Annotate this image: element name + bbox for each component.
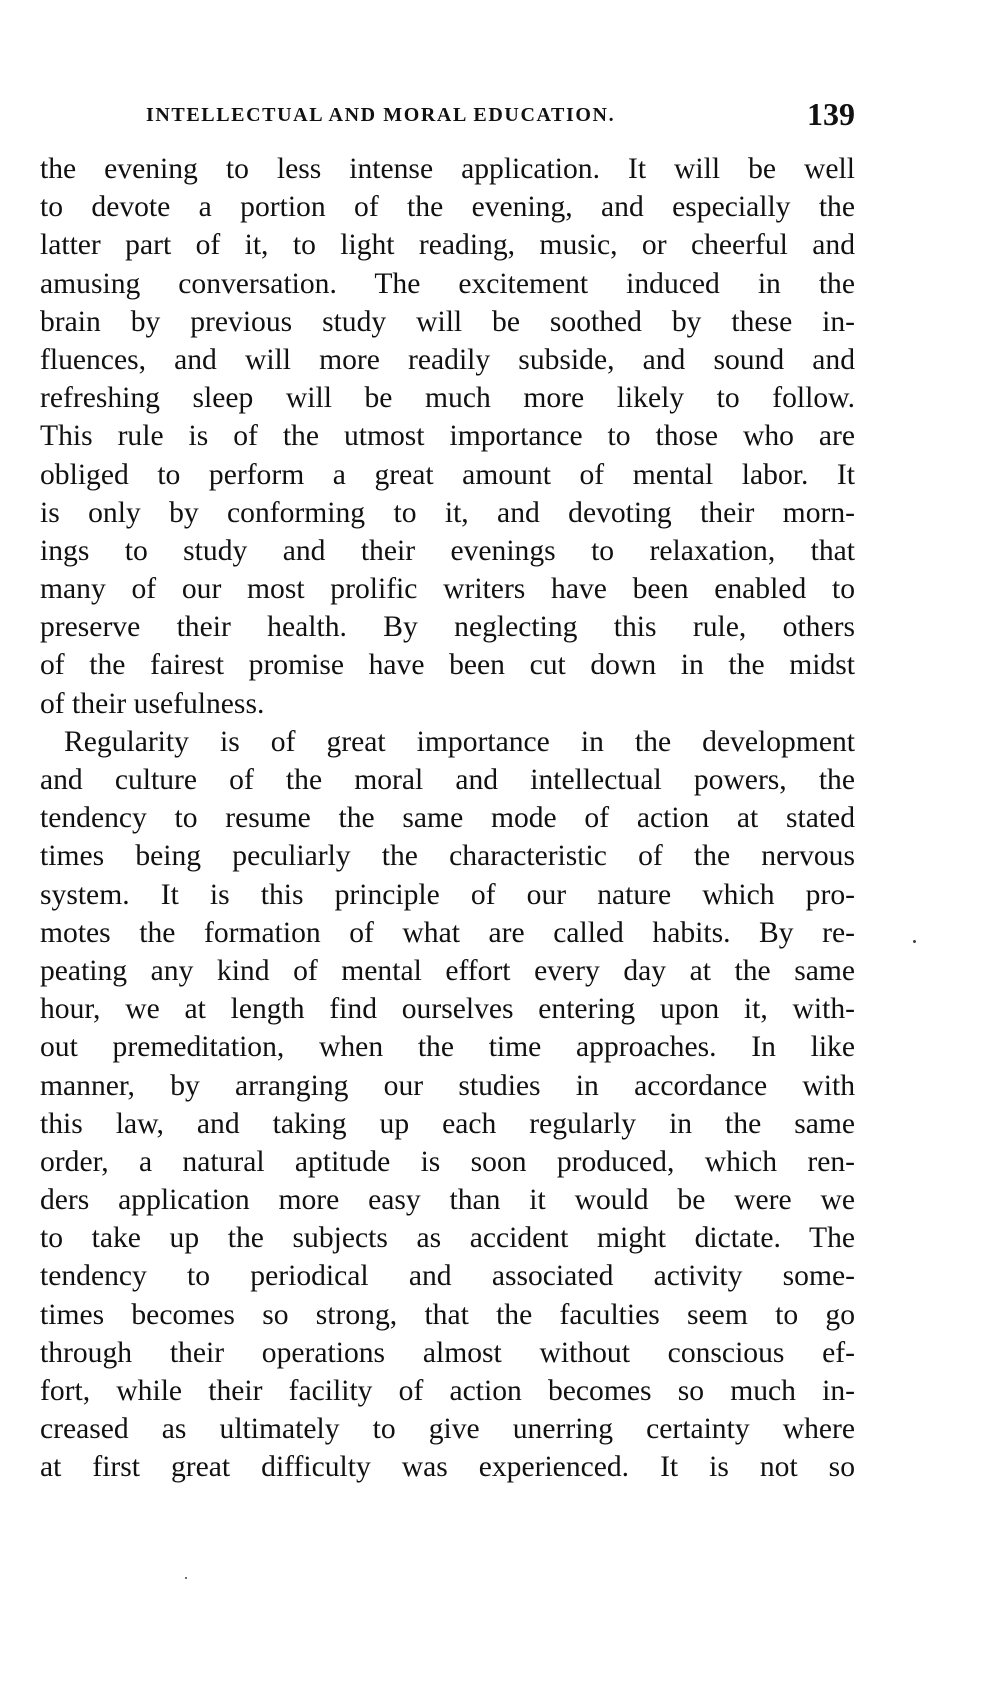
text-line: the evening to less intense application. It will be well	[40, 153, 855, 185]
text-line: tendency to resume the same mode of action at stated	[40, 802, 855, 835]
text-line: refreshing sleep will be much more likely to follow.	[40, 382, 855, 415]
text-line: and culture of the moral and intellectual powers, the	[40, 764, 855, 796]
text-line: ings to study and their evenings to relaxation, that	[40, 534, 855, 567]
text-line: times being peculiarly the characteristic of the nervous	[40, 840, 855, 873]
text-line: of the fairest promise have been cut down in the midst	[40, 649, 855, 682]
page-number: 139	[807, 96, 855, 132]
text-line: peating any kind of mental effort every day at the same	[40, 954, 855, 987]
text-line: tendency to periodical and associated activity some-	[40, 1260, 855, 1293]
text-line: this law, and taking up each regularly in the same	[40, 1107, 855, 1140]
text-line: brain by previous study will be soothed by these in-	[40, 305, 855, 338]
scan-speck	[913, 940, 916, 943]
text-line: amusing conversation. The excitement induced in the	[40, 267, 855, 300]
text-line: many of our most prolific writers have been enabled to	[40, 573, 855, 606]
text-line: is only by conforming to it, and devoting their morn-	[40, 496, 855, 529]
running-head	[40, 96, 855, 136]
text-line: This rule is of the utmost importance to those who are	[40, 420, 855, 453]
text-line: creased as ultimately to give unerring certainty where	[40, 1413, 855, 1446]
text-line: manner, by arranging our studies in accordance with	[40, 1069, 855, 1102]
running-title: INTELLECTUAL AND MORAL EDUCATION.	[146, 104, 616, 126]
body-text	[40, 150, 855, 1487]
text-line: times becomes so strong, that the faculties seem to go	[40, 1298, 855, 1331]
text-line: at first great difficulty was experienced. It is not so	[40, 1451, 855, 1484]
text-line: motes the formation of what are called habits. By re-	[40, 916, 855, 949]
text-line: to take up the subjects as accident might dictate. The	[40, 1222, 855, 1255]
text-line: fluences, and will more readily subside, and sound and	[40, 343, 855, 376]
paragraph	[40, 723, 855, 1487]
scan-speck	[185, 1577, 187, 1579]
text-line: order, a natural aptitude is soon produced, which ren-	[40, 1145, 855, 1178]
text-line: system. It is this principle of our nature which pro-	[40, 878, 855, 911]
text-line: preserve their health. By neglecting this rule, others	[40, 611, 855, 644]
text-line: ders application more easy than it would be were we	[40, 1184, 855, 1217]
text-line: hour, we at length find ourselves entering upon it, with-	[40, 993, 855, 1026]
text-line: through their operations almost without conscious ef-	[40, 1336, 855, 1369]
text-line: latter part of it, to light reading, music, or cheerful and	[40, 229, 855, 262]
text-line: obliged to perform a great amount of mental labor. It	[40, 458, 855, 491]
text-line: to devote a portion of the evening, and especially the	[40, 191, 855, 224]
text-line: fort, while their facility of action becomes so much in-	[40, 1375, 855, 1407]
paragraph	[40, 150, 855, 723]
text-line: Regularity is of great importance in the development	[64, 725, 855, 758]
text-line: of their usefulness.	[40, 687, 265, 720]
text-line: out premeditation, when the time approaches. In like	[40, 1031, 855, 1064]
